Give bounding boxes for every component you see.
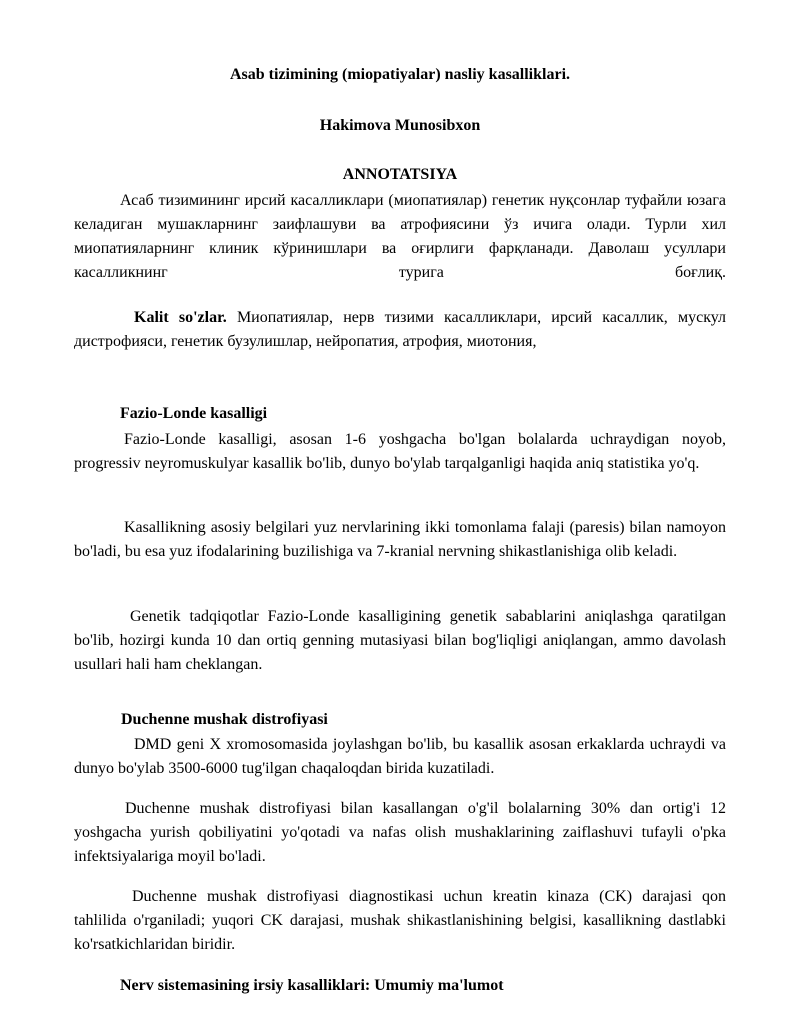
section-heading-nerv-sistemasi: Nerv sistemasining irsiy kasalliklari: Umumiy ma'lumot (120, 977, 504, 994)
section-heading-fazio-londe: Fazio-Londe kasalligi (120, 405, 268, 422)
keywords-paragraph (74, 306, 726, 354)
paragraph: Kasallikning asosiy belgilari yuz nervlarining ikki tomonlama falaji (paresis) bilan namoyon bo'ladi, bu esa yuz ifodalarining buzilishiga va 7-kranial nervning shikastlanishiga olib keladi. (74, 519, 726, 560)
paragraph: Fazio-Londe kasalligi, asosan 1-6 yoshgacha bo'lgan bolalarda uchraydigan noyob, progressiv neyromuskulyar kasallik bo'lib, dunyo bo'ylab tarqalganligi haqida aniq statistika yo'q. (74, 431, 726, 472)
document-title: Asab tizimining (miopatiyalar) nasliy kasalliklari. (229, 66, 571, 83)
keywords-text: Миопатиялар, нерв тизими касалликлари, ирсий касаллик, мускул дистрофияси, генетик бузулишлар, нейропатия, атрофия, миотония, (74, 309, 727, 350)
paragraph: Duchenne mushak distrofiyasi diagnostikasi uchun kreatin kinaza (CK) darajasi qon tahlilida o'rganiladi; yuqori CK darajasi, mushak shikastlanishining belgisi, kasallikning dastlabki ko'rsatkichlaridan biridir. (74, 888, 726, 953)
section-heading-duchenne: Duchenne mushak distrofiyasi (121, 711, 328, 728)
paragraph: Genetik tadqiqotlar Fazio-Londe kasalligining genetik sabablarini aniqlashga qaratilgan bo'lib, hozirgi kunda 10 dan ortiq genning mutasiyasi bilan bog'liqligi aniqlangan, ammo davolash usullari hali ham cheklangan. (74, 608, 726, 673)
annotation-heading: ANNOTATSIYA (342, 166, 458, 183)
keywords-label: Kalit so'zlar. (134, 309, 227, 326)
annotation-text: Асаб тизимининг ирсий касалликлари (миопатиялар) генетик нуқсонлар туфайли юзага келадиган мушакларнинг заифлашуви ва атрофиясини ўз ичига олади. Турли хил миопатияларнинг клиник кўринишлари ва оғирлиги фарқланади. Даволаш усуллари касалликнинг турига боғлиқ. (74, 192, 726, 281)
paragraph: DMD geni X xromosomasida joylashgan bo'lib, bu kasallik asosan erkaklarda uchraydi va dunyo bo'ylab 3500-6000 tug'ilgan chaqaloqdan birida kuzatiladi. (74, 736, 726, 777)
paragraph: Duchenne mushak distrofiyasi bilan kasallangan o'g'il bolalarning 30% dan ortig'i 12 yoshgacha yurish qobiliyatini yo'qotadi va nafas olish mushaklarining zaiflashuvi tufayli o'pka infektsiyalariga moyil bo'ladi. (74, 800, 726, 865)
author-name: Hakimova Munosibxon (319, 117, 481, 134)
